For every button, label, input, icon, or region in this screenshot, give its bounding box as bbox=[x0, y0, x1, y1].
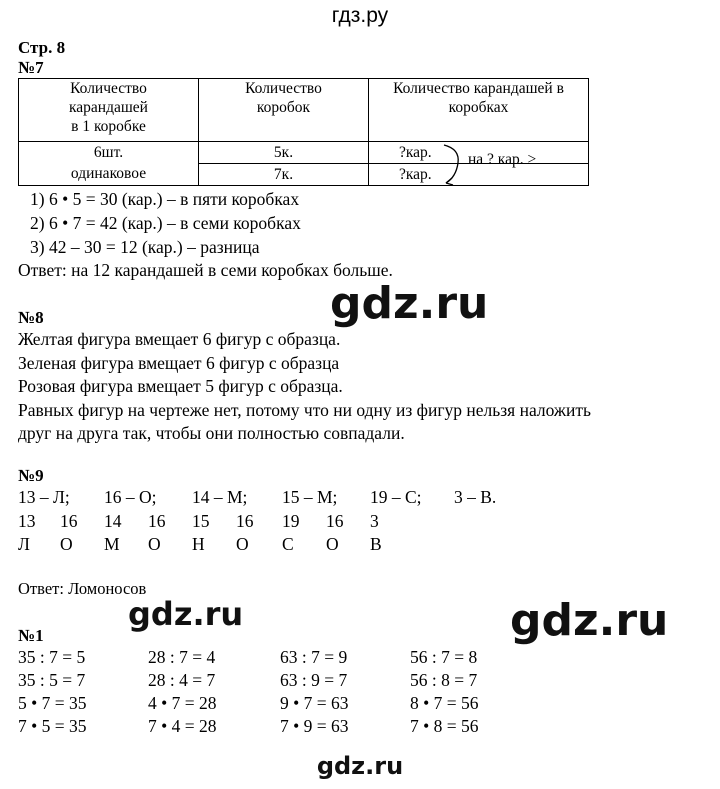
per-box-cell bbox=[19, 142, 199, 186]
equation: 28 : 4 = 7 bbox=[148, 670, 216, 690]
watermark: gdz.ru bbox=[330, 278, 489, 329]
code-number: 16 bbox=[148, 511, 166, 531]
header-line: коробках bbox=[448, 99, 509, 116]
code-letter: М bbox=[104, 534, 120, 554]
task8-line-2: Зеленая фигура вмещает 6 фигур с образца bbox=[18, 353, 340, 373]
code-number: 13 bbox=[18, 511, 36, 531]
letter-pair: 16 – О; bbox=[104, 487, 157, 507]
equation: 63 : 9 = 7 bbox=[280, 670, 348, 690]
code-number: 16 bbox=[236, 511, 254, 531]
watermark: gdz.ru bbox=[316, 752, 404, 780]
task8-line-5: друг на друга так, чтобы они полностью совпадали. bbox=[18, 423, 405, 443]
header-line: коробок bbox=[256, 99, 311, 116]
boxes-cell bbox=[199, 142, 369, 186]
equation: 56 : 7 = 8 bbox=[410, 647, 478, 667]
solution-step-2: 2) 6 • 7 = 42 (кар.) – в семи коробках bbox=[30, 213, 301, 233]
equation: 7 • 8 = 56 bbox=[410, 716, 479, 736]
task9-answer: Ответ: Ломоносов bbox=[18, 579, 147, 598]
task8-line-3: Розовая фигура вмещает 5 фигур с образца. bbox=[18, 376, 343, 396]
equation: 35 : 7 = 5 bbox=[18, 647, 86, 667]
equation: 4 • 7 = 28 bbox=[148, 693, 217, 713]
task8-line-1: Желтая фигура вмещает 6 фигур с образца. bbox=[18, 329, 341, 349]
code-letter: Н bbox=[192, 534, 205, 554]
boxes-row-1: 5к. bbox=[199, 142, 368, 164]
task7-answer: Ответ: на 12 карандашей в семи коробках больше. bbox=[18, 260, 393, 280]
equation: 35 : 5 = 7 bbox=[18, 670, 86, 690]
equation: 8 • 7 = 56 bbox=[410, 693, 479, 713]
equation: 9 • 7 = 63 bbox=[280, 693, 349, 713]
header-line: Количество bbox=[70, 80, 147, 97]
code-letter: О bbox=[236, 534, 249, 554]
letter-pair: 19 – С; bbox=[370, 487, 422, 507]
code-number: 14 bbox=[104, 511, 122, 531]
code-letter: В bbox=[370, 534, 382, 554]
letter-pair: 3 – В. bbox=[454, 487, 497, 507]
code-letter: О bbox=[148, 534, 161, 554]
equation: 28 : 7 = 4 bbox=[148, 647, 216, 667]
site-header[interactable]: гдз.ру bbox=[331, 4, 389, 27]
header-cell-total bbox=[369, 79, 589, 142]
equation: 63 : 7 = 9 bbox=[280, 647, 348, 667]
code-number: 3 bbox=[370, 511, 379, 531]
code-letter: О bbox=[60, 534, 73, 554]
code-letter: С bbox=[282, 534, 294, 554]
watermark: gdz.ru bbox=[128, 595, 244, 633]
equation: 7 • 9 = 63 bbox=[280, 716, 349, 736]
task8-number: №8 bbox=[18, 308, 44, 327]
task9-number: №9 bbox=[18, 466, 44, 485]
header-line: в 1 коробке bbox=[71, 118, 146, 135]
comparison-label: на ? кар. > bbox=[468, 151, 537, 168]
boxes-row-2: 7к. bbox=[273, 166, 294, 183]
table-header-row bbox=[19, 79, 589, 142]
equation: 7 • 4 = 28 bbox=[148, 716, 217, 736]
pencils-row-2: ?кар. bbox=[399, 166, 432, 183]
letter-pair: 13 – Л; bbox=[18, 487, 70, 507]
letter-pair: 15 – М; bbox=[282, 487, 338, 507]
code-letter: Л bbox=[18, 534, 30, 554]
pencils-row-1: ?кар. bbox=[369, 142, 588, 164]
code-number: 19 bbox=[282, 511, 300, 531]
equation: 5 • 7 = 35 bbox=[18, 693, 87, 713]
per-box-value: 6шт. bbox=[93, 144, 124, 161]
task8-line-4: Равных фигур на чертеже нет, потому что ни одну из фигур нельзя наложить bbox=[18, 400, 592, 420]
solution-step-3: 3) 42 – 30 = 12 (кар.) – разница bbox=[30, 237, 260, 257]
equation: 7 • 5 = 35 bbox=[18, 716, 87, 736]
watermark: gdz.ru bbox=[510, 595, 669, 646]
solution-step-1: 1) 6 • 5 = 30 (кар.) – в пяти коробках bbox=[30, 189, 300, 209]
equation: 56 : 8 = 7 bbox=[410, 670, 478, 690]
per-box-note: одинаковое bbox=[70, 165, 147, 182]
page-label: Стр. 8 bbox=[18, 38, 66, 57]
code-number: 15 bbox=[192, 511, 210, 531]
code-number: 16 bbox=[60, 511, 78, 531]
header-cell-per-box bbox=[19, 79, 199, 142]
comparison-brace-icon bbox=[440, 143, 470, 187]
code-letter: О bbox=[326, 534, 339, 554]
code-number: 16 bbox=[326, 511, 344, 531]
task7-number: №7 bbox=[18, 58, 44, 77]
letter-pair: 14 – М; bbox=[192, 487, 248, 507]
header-cell-boxes bbox=[199, 79, 369, 142]
task1-number: №1 bbox=[18, 626, 44, 645]
header-line: Количество bbox=[245, 80, 322, 97]
header-line: Количество карандашей в bbox=[393, 80, 564, 97]
task7-table bbox=[18, 78, 589, 186]
header-line: карандашей bbox=[69, 99, 148, 116]
